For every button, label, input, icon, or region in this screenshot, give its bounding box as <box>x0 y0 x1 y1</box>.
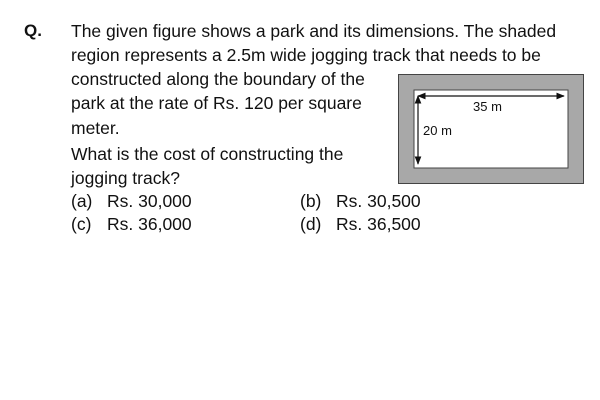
option-d-letter: (d) <box>300 214 322 234</box>
option-c-text: Rs. 36,000 <box>107 214 192 234</box>
park-diagram <box>398 74 584 184</box>
question-line-7: jogging track? <box>71 168 180 188</box>
question-line-4: park at the rate of Rs. 120 per square <box>71 93 362 113</box>
question-line-6: What is the cost of constructing the <box>71 144 344 164</box>
option-a[interactable] <box>71 190 192 212</box>
option-b-text: Rs. 30,500 <box>336 191 421 211</box>
option-c[interactable] <box>71 213 192 235</box>
length-label: 35 m <box>473 99 502 114</box>
width-label: 20 m <box>423 123 452 138</box>
option-c-letter: (c) <box>71 214 92 234</box>
question-line-1: The given figure shows a park and its dimensions. The shaded <box>71 21 557 41</box>
option-d-text: Rs. 36,500 <box>336 214 421 234</box>
option-a-text: Rs. 30,000 <box>107 191 192 211</box>
option-d[interactable] <box>300 213 421 235</box>
question-line-3: constructed along the boundary of the <box>71 69 365 89</box>
question-line-5: meter. <box>71 118 120 138</box>
park-figure <box>398 74 584 189</box>
option-b-letter: (b) <box>300 191 322 211</box>
option-a-letter: (a) <box>71 191 93 211</box>
question-line-2: region represents a 2.5m wide jogging track that needs to be <box>71 45 541 65</box>
option-b[interactable] <box>300 190 421 212</box>
question-label: Q. <box>24 21 42 40</box>
